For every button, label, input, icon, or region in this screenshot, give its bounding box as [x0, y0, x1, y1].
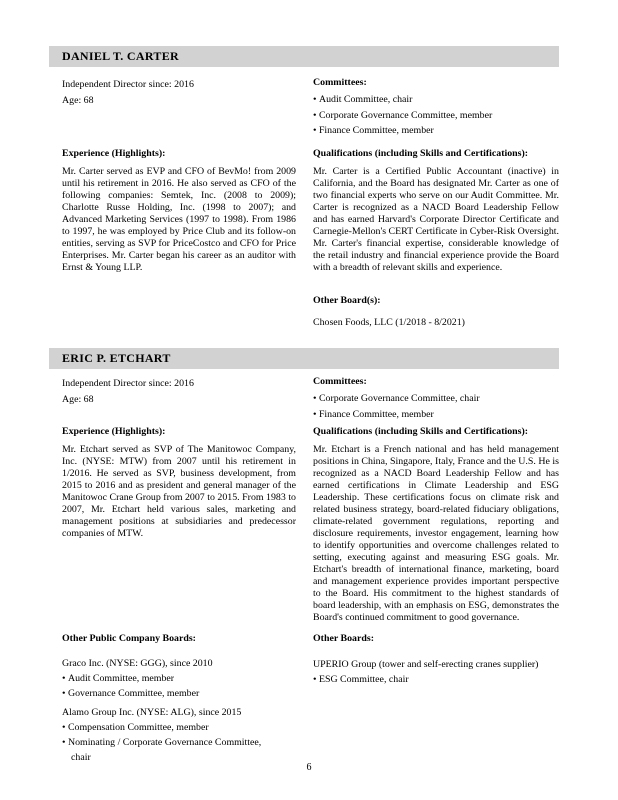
committee-item: • Finance Committee, member [313, 407, 559, 423]
qualifications-paragraph: Mr. Etchart is a French national and has held management positions in China, Singapore, Italy, France and the U.S. He is recognized as a NACD Board Leadership Fellow and has earned certifications in Climate Leadership and ESG Leadership. These certifications focus on climate risk and related business strategy, board-related fiduciary obligations, climate-related government regulations, reporting and disclosure requirements, investor engagement, learning how to identify opportunities and overcome challenges related to setting, executing against and measuring ESG goals. Mr. Etchart's breadth of international finance, marketing, board and management experience provides important perspective to the Board. His commitment to the highest standards of board leadership, with an emphasis on ESG, demonstrates the Board's continued commitment to good governance. [313, 444, 559, 623]
committee-item: • Corporate Governance Committee, chair [313, 391, 559, 407]
other-public-board-alamo [62, 705, 270, 765]
board-role: • Governance Committee, member [62, 686, 296, 701]
committees-list [313, 92, 559, 139]
page-number: 6 [306, 762, 312, 773]
committees-heading: Committees: [313, 77, 367, 88]
experience-heading: Experience (Highlights): [62, 148, 166, 159]
board-company: UPERIO Group (tower and self-erecting cranes supplier) [313, 659, 539, 670]
director-name-header: ERIC P. ETCHART [49, 348, 559, 369]
director-tenure: Independent Director since: 2016 [62, 378, 194, 389]
committee-item: • Audit Committee, chair [313, 92, 559, 108]
experience-paragraph: Mr. Carter served as EVP and CFO of BevMo! from 2009 until his retirement in 2016. He also served as CFO of the following companies: Semtek, Inc. (2008 to 2009); Charlotte Russe Holding, Inc. (1998 to 2007); and Advanced Marketing Services (1997 to 1998). From 1986 to 1997, he was employed by Price Club and its follow-on entities, serving as SVP for PriceCostco and CFO for Price Enterprises. Mr. Carter began his career as an auditor with Ernst & Young LLP. [62, 166, 296, 273]
board-role: • ESG Committee, chair [313, 672, 559, 687]
other-boards-heading: Other Board(s): [313, 295, 381, 306]
qualifications-heading: Qualifications (including Skills and Certifications): [313, 148, 529, 159]
committee-item: • Finance Committee, member [313, 123, 559, 139]
committees-list [313, 391, 559, 422]
other-boards-heading: Other Boards: [313, 633, 374, 644]
other-public-board-graco [62, 656, 296, 701]
board-company: Alamo Group Inc. (NYSE: ALG), since 2015 [62, 707, 242, 718]
other-boards-item: Chosen Foods, LLC (1/2018 - 8/2021) [313, 317, 465, 328]
other-public-company-boards-heading: Other Public Company Boards: [62, 633, 196, 644]
director-name-header: DANIEL T. CARTER [49, 46, 559, 67]
experience-heading: Experience (Highlights): [62, 426, 166, 437]
experience-paragraph: Mr. Etchart served as SVP of The Manitowoc Company, Inc. (NYSE: MTW) from 2007 until his retirement in 1/2016. He served as SVP, business development, from 2015 to 2016 and as president and general manager of the Manitowoc Crane Group from 2007 to 2015. From 1983 to 2007, Mr. Etchart held various sales, marketing and management positions at subsidiaries and predecessor companies of MTW. [62, 444, 296, 539]
director-section-etchart [49, 348, 559, 778]
director-section-carter [49, 46, 559, 348]
director-age: Age: 68 [62, 394, 94, 405]
board-role: • Compensation Committee, member [62, 720, 270, 735]
committees-heading: Committees: [313, 376, 367, 387]
other-board-uperio [313, 657, 559, 687]
committee-item: • Corporate Governance Committee, member [313, 108, 559, 124]
board-role: • Audit Committee, member [62, 671, 296, 686]
qualifications-heading: Qualifications (including Skills and Certifications): [313, 426, 529, 437]
board-company: Graco Inc. (NYSE: GGG), since 2010 [62, 658, 213, 669]
director-tenure: Independent Director since: 2016 [62, 79, 194, 90]
board-role: • Nominating / Corporate Governance Committee, chair [62, 735, 270, 765]
qualifications-paragraph: Mr. Carter is a Certified Public Accountant (inactive) in California, and the Board has designated Mr. Carter as one of two financial experts who serve on our Audit Committee. Mr. Carter is recognized as a NACD Board Leadership Fellow and has earned Harvard's Corporate Director Certificate and Carnegie-Mellon's CERT Certificate in Cyber-Risk Oversight. Mr. Carter's financial expertise, considerable knowledge of the retail industry and financial experience provide the Board with a breadth of relevant skills and experience. [313, 166, 559, 273]
director-age: Age: 68 [62, 95, 94, 106]
